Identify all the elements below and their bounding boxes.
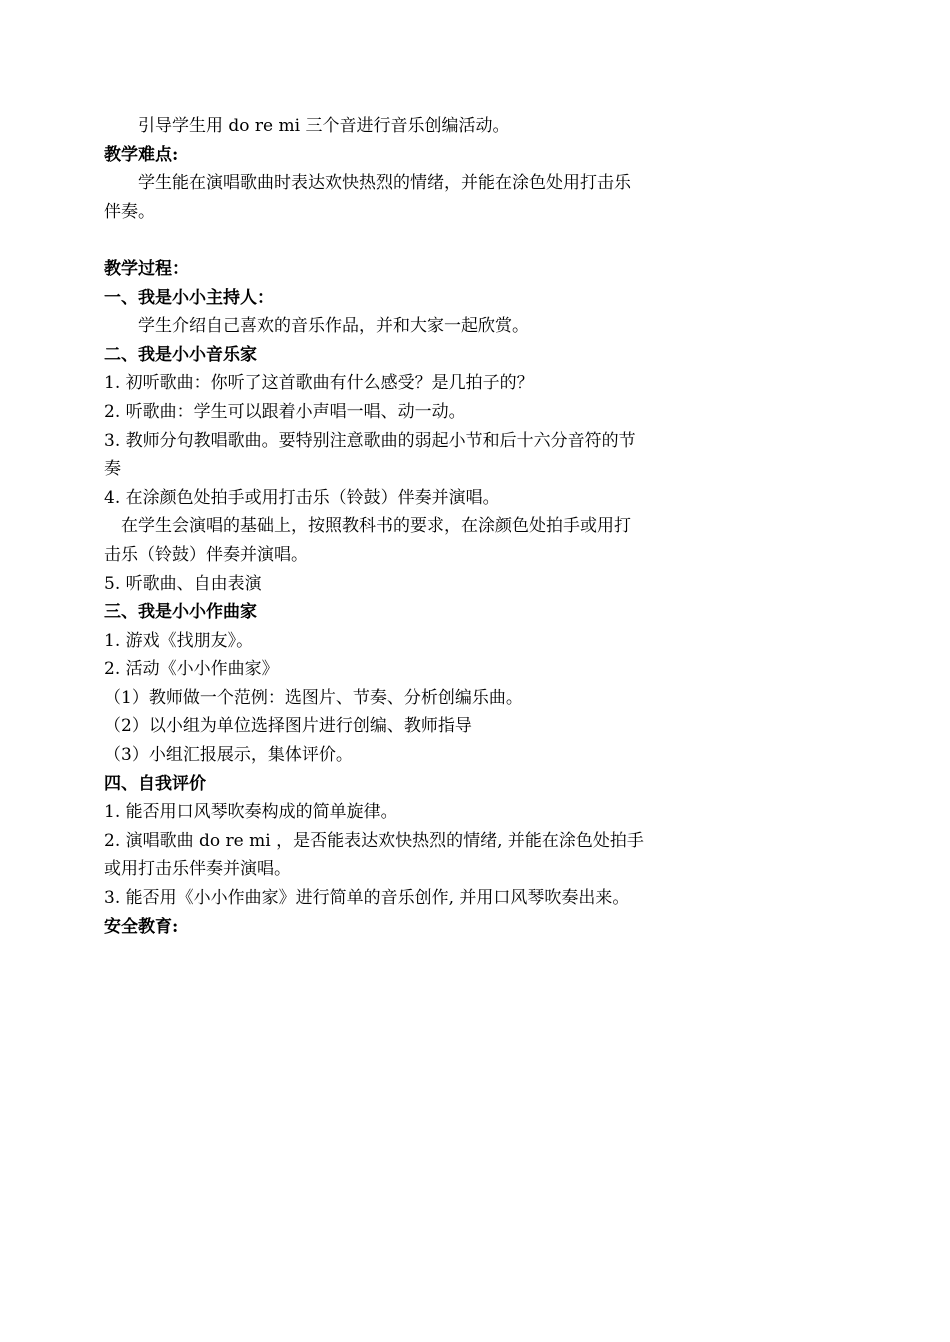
paragraph-line: 在学生会演唱的基础上，按照教科书的要求，在涂颜色处拍手或用打 [121,516,631,537]
list-item: 3. 能否用《小小作曲家》进行简单的音乐创作, 并用口风琴吹奏出来。 [104,888,630,909]
section-heading-4: 四、自我评价 [104,773,206,794]
list-item: 5. 听歌曲、自由表演 [104,573,262,594]
heading-safety-education: 安全教育: [104,916,179,937]
paragraph-line: 击乐（铃鼓）伴奏并演唱。 [104,544,308,565]
list-item: 2. 演唱歌曲 do re mi ，是否能表达欢快热烈的情绪, 并能在涂色处拍手 [104,830,644,851]
heading-teaching-process: 教学过程： [104,258,189,279]
section-heading-2: 二、我是小小音乐家 [104,344,257,365]
heading-teaching-difficulty: 教学难点: [104,144,179,165]
list-item: 2. 活动《小小作曲家》 [104,659,279,680]
paragraph-line: 学生能在演唱歌曲时表达欢快热烈的情绪，并能在涂色处用打击乐 [138,173,631,194]
list-item: 2. 听歌曲：学生可以跟着小声唱一唱、动一动。 [104,401,466,422]
list-item: 1. 初听歌曲：你听了这首歌曲有什么感受？是几拍子的？ [104,373,534,394]
paragraph-line: 伴奏。 [104,201,155,222]
list-item: 4. 在涂颜色处拍手或用打击乐（铃鼓）伴奏并演唱。 [104,487,500,508]
section-heading-1: 一、我是小小主持人： [104,287,274,308]
sub-list-item: （1）教师做一个范例：选图片、节奏、分析创编乐曲。 [104,687,523,708]
blank-line [104,226,704,255]
list-item: 1. 游戏《找朋友》。 [104,630,254,651]
sub-list-item: （2）以小组为单位选择图片进行创编、教师指导 [104,716,472,737]
paragraph-line: 学生介绍自己喜欢的音乐作品，并和大家一起欣赏。 [138,316,529,337]
list-item: 3. 教师分句教唱歌曲。要特别注意歌曲的弱起小节和后十六分音符的节 [104,430,636,451]
sub-list-item: （3）小组汇报展示，集体评价。 [104,745,353,766]
paragraph-line: 引导学生用 do re mi 三个音进行音乐创编活动。 [138,116,510,136]
document-page [104,112,704,941]
list-item-continued: 或用打击乐伴奏并演唱。 [104,859,291,880]
list-item-continued: 奏 [104,459,121,480]
section-heading-3: 三、我是小小作曲家 [104,602,257,623]
list-item: 1. 能否用口风琴吹奏构成的简单旋律。 [104,802,398,823]
